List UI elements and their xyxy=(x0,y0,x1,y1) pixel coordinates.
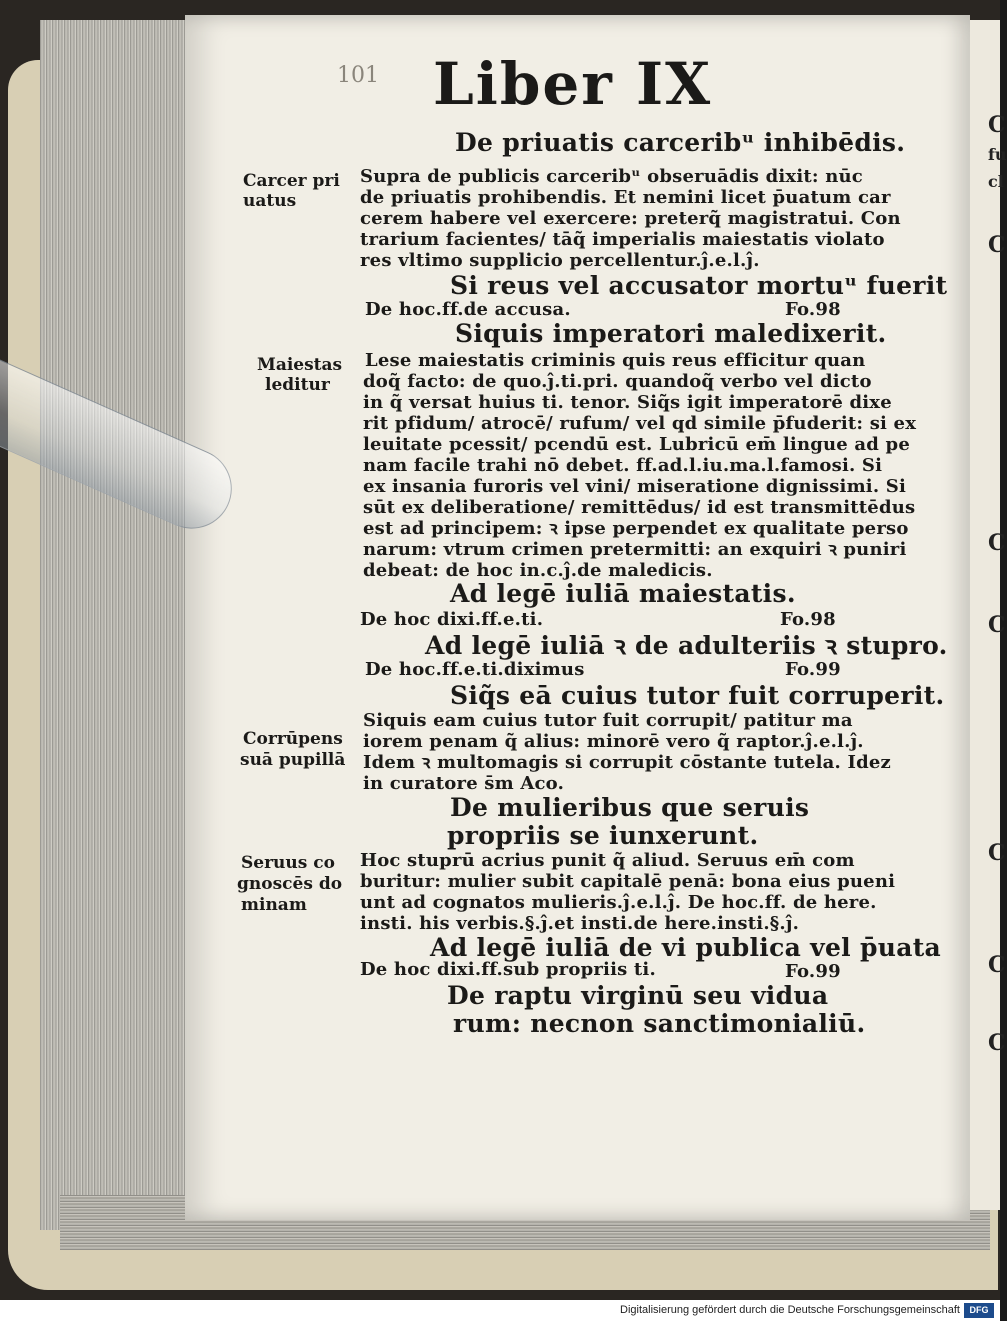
margin-note: leditur xyxy=(265,375,330,395)
body-line: est ad principem: ꝛ ipse perpendet ex qualitate perso xyxy=(363,518,909,539)
rubric-heading: Si reus vel accusator mortuᵘ fuerit xyxy=(450,271,948,300)
reference-line: De hoc dixi.ff.e.ti. xyxy=(360,609,544,630)
footer-bar xyxy=(0,1300,1000,1321)
reference-line: De hoc.ff.de accusa. xyxy=(365,299,571,320)
facing-page-text: C xyxy=(988,530,1006,556)
folio-reference: Fo.98 xyxy=(780,609,836,630)
body-line: rit pfidum/ atrocē/ rufum/ vel qd simile p̄fuderit: si ex xyxy=(363,413,917,434)
body-line: in curatore s̄m Aco. xyxy=(363,773,565,794)
rubric-heading: rum: necnon sanctimonialiū. xyxy=(453,1009,866,1038)
rubric-heading: De raptu virginū seu vidua xyxy=(447,981,829,1010)
rubric-heading: Ad legē iuliā de vi publica vel p̄uata xyxy=(430,933,942,962)
show-through-folio: 101 xyxy=(337,63,379,88)
body-line: res vltimo supplicio percellentur.ĵ.e.l.ĵ. xyxy=(360,250,760,271)
body-line: Lese maiestatis criminis quis reus efficitur quan xyxy=(365,350,866,371)
body-line: trarium facientes/ tāq̃ imperialis maiestatis violato xyxy=(360,229,885,250)
rubric-heading: Siquis imperatori maledixerit. xyxy=(455,319,887,348)
margin-note: uatus xyxy=(243,191,297,211)
body-line: nam facile trahi nō debet. ff.ad.l.iu.ma.l.famosi. Si xyxy=(363,455,883,476)
facing-page-text: fu xyxy=(988,145,1007,164)
margin-note: Corrūpens xyxy=(243,729,343,749)
funding-credit: Digitalisierung gefördert durch die Deutsche Forschungsgemeinschaft xyxy=(620,1304,960,1316)
margin-note: Seruus co xyxy=(241,853,335,873)
folio-reference: Fo.99 xyxy=(785,961,841,982)
folio-reference: Fo.99 xyxy=(785,659,841,680)
margin-note: Maiestas xyxy=(257,355,343,375)
reference-line: De hoc.ff.e.ti.diximus xyxy=(365,659,585,680)
rubric-heading: Siq̃s eā cuius tutor fuit corruperit. xyxy=(450,681,945,710)
margin-note: suā pupillā xyxy=(240,750,346,770)
body-line: narum: vtrum crimen pretermitti: an exquiri ꝛ puniri xyxy=(363,539,907,560)
facing-page-text: C xyxy=(988,612,1006,638)
body-line: cerem habere vel exercere: preterq̃ magistratui. Con xyxy=(360,208,901,229)
body-line: leuitate pcessit/ pcendū est. Lubricū em̄ lingue ad pe xyxy=(363,434,910,455)
body-line: buritur: mulier subit capitalē penā: bona eius pueni xyxy=(360,871,896,892)
margin-note: minam xyxy=(241,895,307,915)
margin-note: Carcer pri xyxy=(243,171,340,191)
rubric-heading: Ad legē iuliā ꝛ de adulteriis ꝛ stupro. xyxy=(425,631,948,660)
body-line: unt ad cognatos mulieris.ĵ.e.l.ĵ. De hoc.ff. de here. xyxy=(360,892,877,913)
facing-page-text: cl xyxy=(988,172,1004,191)
facing-page-text: C xyxy=(988,112,1006,138)
body-line: debeat: de hoc in.c.ĵ.de maledicis. xyxy=(363,560,713,581)
body-line: Siquis eam cuius tutor fuit corrupit/ patitur ma xyxy=(363,710,853,731)
rubric-heading: propriis se iunxerunt. xyxy=(447,821,759,850)
body-line: ex insania furoris vel vini/ miseratione dignissimi. Si xyxy=(363,476,907,497)
body-line: Supra de publicis carceribᵘ obseruādis dixit: nūc xyxy=(360,166,863,187)
printed-page xyxy=(185,15,970,1220)
rubric-heading: De priuatis carceribᵘ inhibēdis. xyxy=(455,128,906,157)
facing-page-text: C xyxy=(988,840,1006,866)
body-line: in q̃ versat huius ti. tenor. Siq̃s igit imperatorē dixe xyxy=(363,392,892,413)
rubric-heading: Ad legē iuliā maiestatis. xyxy=(450,579,796,608)
facing-page-text: C xyxy=(988,232,1006,258)
body-line: doq̃ facto: de quo.ĵ.ti.pri. quandoq̃ verbo vel dicto xyxy=(363,371,872,392)
facing-page-text: C xyxy=(988,1030,1006,1056)
body-line: iorem penam q̃ alius: minorē vero q̃ raptor.ĵ.e.l.ĵ. xyxy=(363,731,864,752)
body-line: sūt ex deliberatione/ remittēdus/ id est transmittēdus xyxy=(363,497,916,518)
body-line: de priuatis prohibendis. Et nemini licet p̄uatum car xyxy=(360,187,891,208)
page-title: Liber IX xyxy=(433,50,713,118)
body-line: insti. his verbis.§.ĵ.et insti.de here.insti.§.ĵ. xyxy=(360,913,800,934)
rubric-heading: De mulieribus que seruis xyxy=(450,793,810,822)
body-line: Idem ꝛ multomagis si corrupit cōstante tutela. Idez xyxy=(363,752,891,773)
body-line: Hoc stuprū acrius punit q̃ aliud. Seruus em̄ com xyxy=(360,850,855,871)
reference-line: De hoc dixi.ff.sub propriis ti. xyxy=(360,959,656,980)
facing-page-text: C xyxy=(988,952,1006,978)
folio-reference: Fo.98 xyxy=(785,299,841,320)
margin-note: gnoscēs do xyxy=(237,874,343,894)
dfg-logo: DFG xyxy=(964,1303,994,1318)
